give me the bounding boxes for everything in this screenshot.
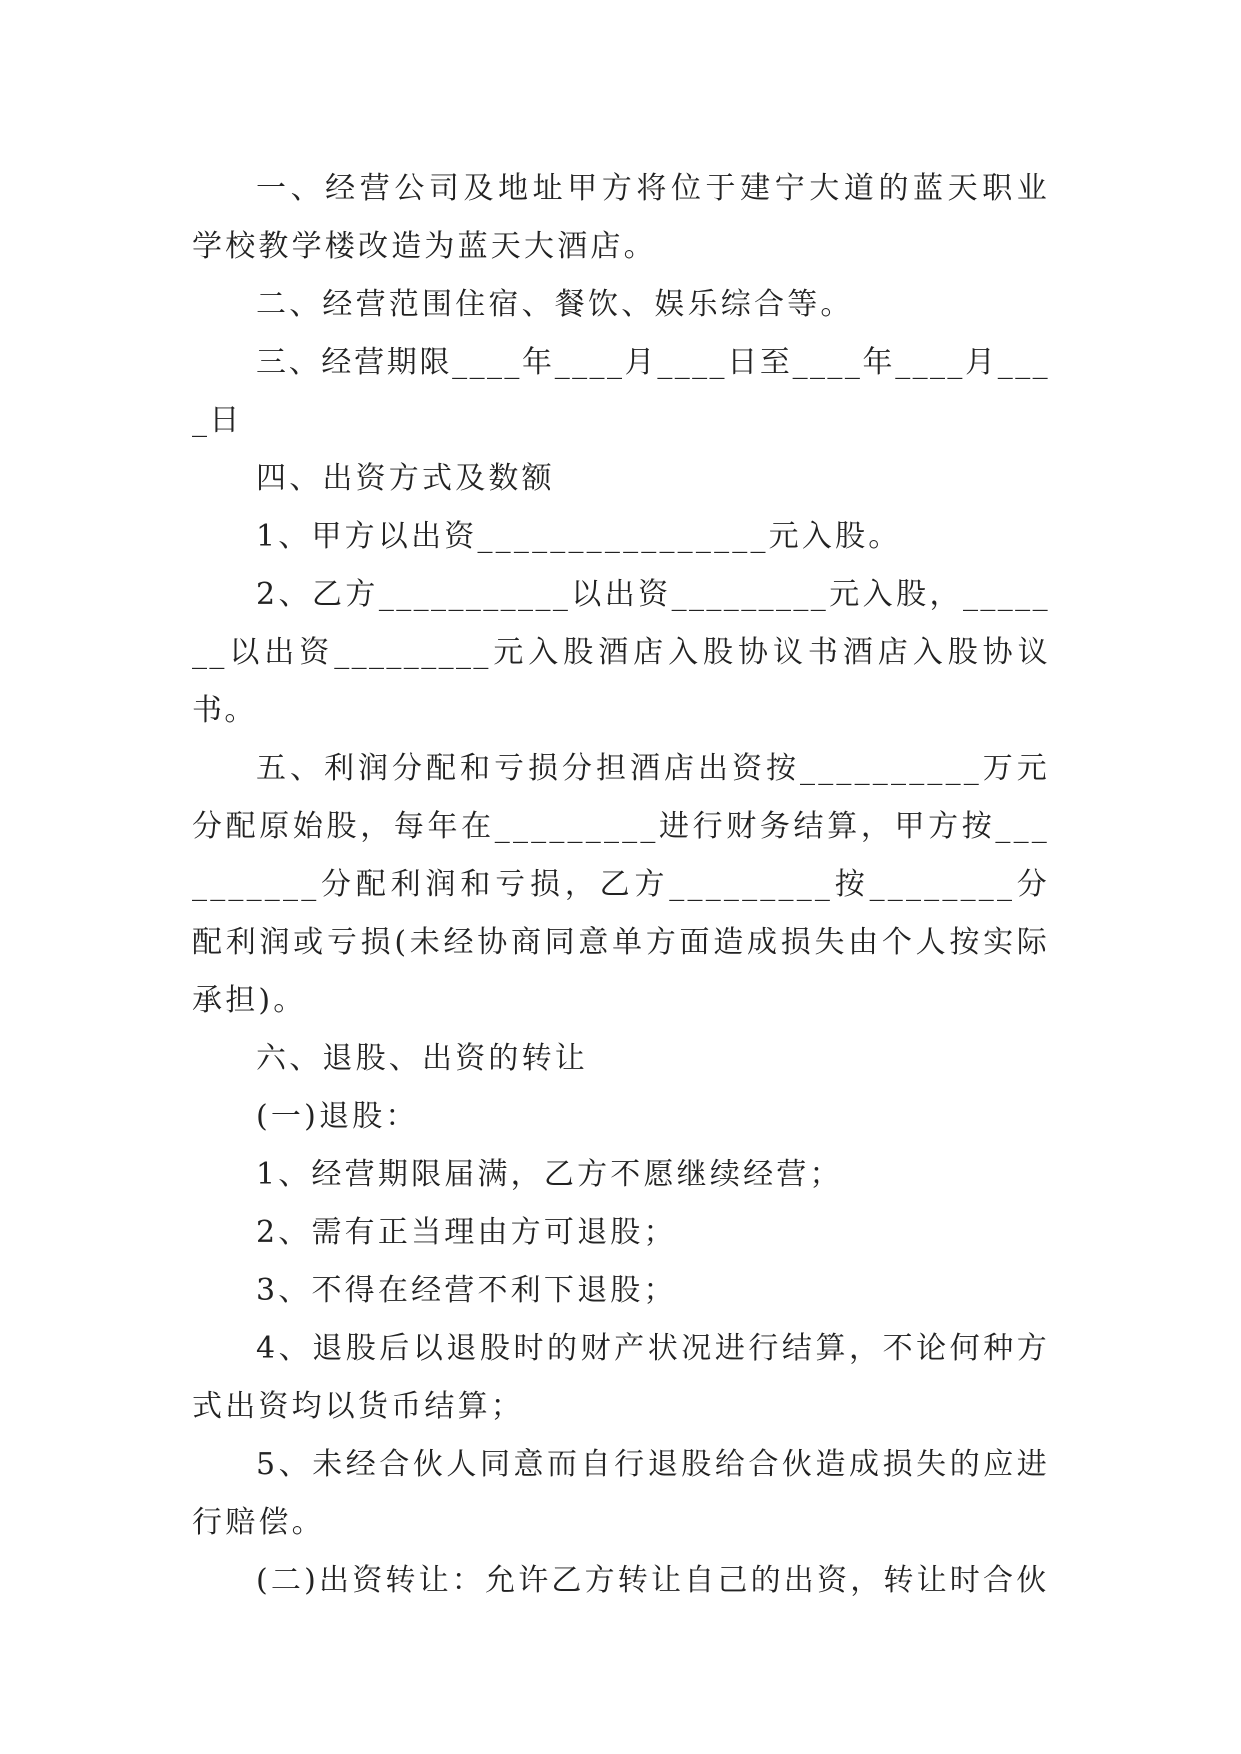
paragraph-4-1-party-a-contribution: 1、甲方以出资________________元入股。 (256, 519, 902, 554)
paragraph-4-2-party-b-contribution: 2、乙方___________以出资_________元入股，_______以出资_________元入股酒店入股协议书酒店入股协议书。 (192, 577, 1050, 728)
paragraph-6-1-item-5: 5、未经合伙人同意而自行退股给合伙造成损失的应进行赔偿。 (192, 1447, 1050, 1540)
document-page (192, 160, 1050, 1610)
paragraph-5-profit-loss-distribution: 五、利润分配和亏损分担酒店出资按__________万元分配原始股，每年在_________进行财务结算，甲方按__________分配利润和亏损，乙方_________按________分配利润或亏损(未经协商同意单方面造成损失由个人按实际承担)。 (192, 751, 1050, 1018)
paragraph-1-business-address: 一、经营公司及地址甲方将位于建宁大道的蓝天职业学校教学楼改造为蓝天大酒店。 (192, 171, 1050, 264)
paragraph-6-share-withdrawal-transfer-heading: 六、退股、出资的转让 (256, 1041, 588, 1076)
paragraph-6-1-item-4: 4、退股后以退股时的财产状况进行结算，不论何种方式出资均以货币结算； (192, 1331, 1050, 1424)
paragraph-6-1-item-2: 2、需有正当理由方可退股； (256, 1215, 677, 1250)
paragraph-3-business-term: 三、经营期限____年____月____日至____年____月____日 (192, 345, 1050, 438)
paragraph-6-1-item-1: 1、经营期限届满，乙方不愿继续经营； (256, 1157, 843, 1192)
paragraph-6-1-withdrawal-heading: (一)退股： (256, 1099, 419, 1134)
paragraph-6-1-item-3: 3、不得在经营不利下退股； (256, 1273, 677, 1308)
paragraph-6-2-contribution-transfer: (二)出资转让：允许乙方转让自己的出资，转让时合伙 (256, 1563, 1050, 1598)
paragraph-2-business-scope: 二、经营范围住宿、餐饮、娱乐综合等。 (256, 287, 854, 322)
paragraph-4-capital-contribution-heading: 四、出资方式及数额 (256, 461, 555, 496)
